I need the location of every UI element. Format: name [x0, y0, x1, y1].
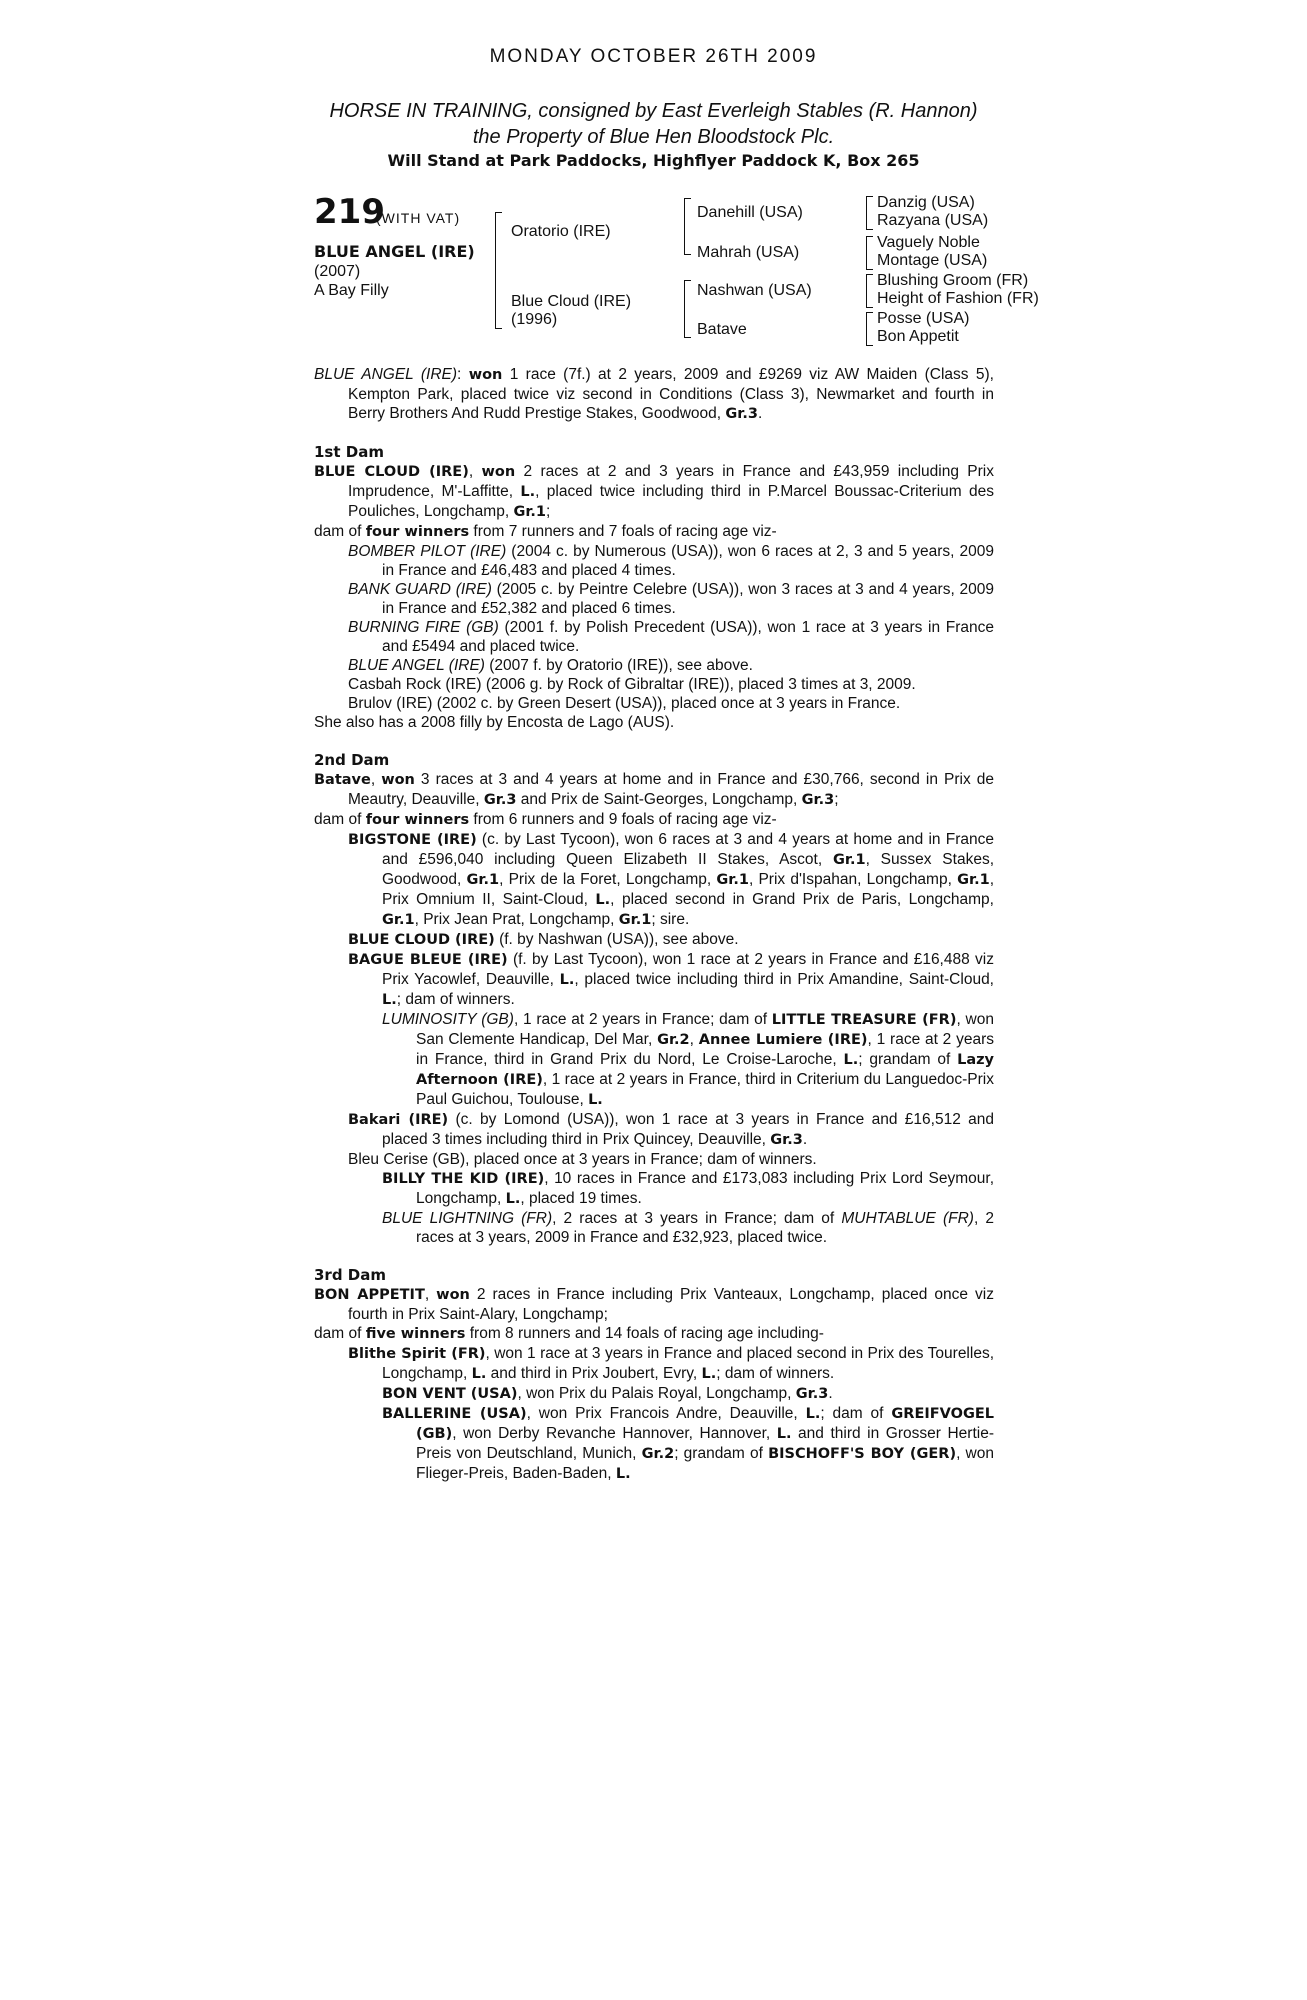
pedigree-bracket-ds	[866, 274, 873, 308]
produce-entry	[314, 618, 994, 656]
text: , won Derby Revanche Hannover, Hannover,	[452, 1425, 777, 1442]
text: (f. by Last Tycoon), won 1 race at 2 years in France and £16,488 viz Prix Yacowlef, Deauville,	[382, 951, 995, 988]
pedigree-dam-dam: Batave	[697, 321, 747, 338]
pedigree-bracket-parents	[495, 212, 502, 329]
produce-entry: Casbah Rock (IRE) (2006 g. by Rock of Gibraltar (IRE)), placed 3 times at 3, 2009.	[348, 676, 916, 693]
winners-count: four winners	[365, 524, 470, 540]
won-label: won	[436, 1287, 470, 1303]
text: , 2 races at 3 years, 2009 in France and £32,923, placed twice.	[416, 1210, 994, 1246]
vat-note: (WITH VAT)	[376, 210, 461, 226]
text: 3 races at 3 and 4 years at home and in France and £30,766, second in Prix de Meautry, Deauville,	[348, 771, 994, 808]
text: dam of	[314, 1325, 366, 1342]
text: , placed 19 times.	[520, 1190, 642, 1207]
text: from 7 runners and 7 foals of racing age viz-	[469, 523, 777, 540]
text: ; grandam of	[858, 1051, 958, 1068]
pedigree-ddd: Bon Appetit	[877, 328, 959, 345]
text: 2 races in France including Prix Vanteaux, Longchamp, placed once viz fourth in Prix Saint-Alary, Longchamp;	[348, 1286, 994, 1323]
grade-label: Gr.1	[957, 872, 990, 888]
produce-name: BOMBER PILOT (IRE)	[348, 543, 507, 560]
text: ; sire.	[651, 911, 690, 928]
pedigree-bracket-sire	[684, 198, 691, 255]
produce-name: Lazy Afternoon (IRE)	[416, 1052, 994, 1088]
listed-label: L.	[805, 1406, 821, 1422]
text: , won Prix Francois Andre, Deauville,	[526, 1405, 806, 1422]
intro-paragraph: BLUE ANGEL (IRE): won 1 race (7f.) at 2 years, 2009 and £9269 viz AW Maiden (Class 5), Kempton Park, placed twice viz second in Conditions (Class 3), Newmarket and fourth in Berry Brothers And Rudd Prestige Stakes, Goodwood, Gr.3.	[314, 366, 994, 422]
text: and Prix de Saint-Georges, Longchamp,	[516, 791, 802, 808]
first-dam-heading: 1st Dam	[314, 443, 384, 461]
text: , Prix Jean Prat, Longchamp,	[414, 911, 619, 928]
produce-name: BIGSTONE (IRE)	[348, 832, 477, 848]
third-dam-record: BON APPETIT, won 2 races in France including Prix Vanteaux, Longchamp, placed once viz fourth in Prix Saint-Alary, Longchamp;	[314, 1286, 994, 1323]
produce-name: BALLERINE (USA)	[382, 1406, 527, 1422]
text: ; dam of	[820, 1405, 892, 1422]
horse-description: A Bay Filly	[314, 282, 389, 299]
text: (2005 c. by Peintre Celebre (USA)), won 3 races at 3 and 4 years, 2009 in France and £52,382 and placed 6 times.	[382, 581, 994, 617]
grade-label: Gr.3	[801, 792, 835, 808]
pedigree-bracket-sd	[866, 236, 873, 270]
produce-entry	[314, 1384, 994, 1404]
dam-name: BON APPETIT	[314, 1287, 425, 1303]
pedigree-sire: Oratorio (IRE)	[511, 223, 611, 240]
text: , won 1 race at 3 years in France and placed second in Prix des Tourelles, Longchamp,	[382, 1345, 994, 1382]
text: , Prix de la Foret, Longchamp,	[499, 871, 717, 888]
text: , Prix d'Ispahan, Longchamp,	[748, 871, 958, 888]
text: dam of	[314, 523, 366, 540]
produce-name: BAGUE BLEUE (IRE)	[348, 952, 508, 968]
second-dam-heading: 2nd Dam	[314, 751, 390, 769]
pedigree-ssd: Razyana (USA)	[877, 212, 989, 229]
text: , placed second in Grand Prix de Paris, Longchamp,	[610, 891, 994, 908]
listed-label: L.	[588, 1092, 603, 1108]
produce-name: LUMINOSITY (GB)	[382, 1011, 514, 1028]
grade-label: Gr.1	[382, 912, 415, 928]
produce-name: Bakari (IRE)	[348, 1112, 449, 1128]
stabling-line: Will Stand at Park Paddocks, Highflyer Paddock K, Box 265	[387, 151, 920, 170]
produce-name: BLUE ANGEL (IRE)	[348, 657, 485, 674]
first-dam-record: BLUE CLOUD (IRE), won 2 races at 2 and 3 years in France and £43,959 including Prix Imprudence, M'-Laffitte, L., placed twice including third in P.Marcel Boussac-Criterium des Pouliches, Longchamp, Gr.1;	[314, 463, 994, 520]
produce-name: Blithe Spirit (FR)	[348, 1346, 486, 1362]
grade-label: Gr.1	[618, 912, 652, 928]
text: (f. by Nashwan (USA)), see above.	[494, 931, 739, 948]
punct: .	[757, 405, 763, 422]
text: 2 races at 2 and 3 years in France and £43,959 including Prix Imprudence, M'-Laffitte,	[348, 463, 994, 500]
text: (c. by Lomond (USA)), won 1 race at 3 years in France and £16,512 and placed 3 times including third in Prix Quincey, Deauville,	[382, 1111, 994, 1148]
produce-entry: Brulov (IRE) (2002 c. by Green Desert (USA)), placed once at 3 years in France.	[348, 695, 901, 712]
pedigree-sds: Vaguely Noble	[877, 234, 980, 251]
listed-label: L.	[843, 1052, 859, 1068]
pedigree-dam-sire: Nashwan (USA)	[697, 282, 812, 299]
grade-label: Gr.2	[641, 1446, 675, 1462]
punct: ;	[834, 791, 839, 808]
produce-name: LITTLE TREASURE (FR)	[771, 1012, 957, 1028]
produce-name: BLUE CLOUD (IRE)	[348, 932, 495, 948]
listed-label: L.	[595, 892, 611, 908]
listed-label: L.	[615, 1466, 631, 1482]
text: and third in Prix Joubert, Evry,	[486, 1365, 702, 1382]
text: ; dam of winners.	[716, 1365, 835, 1382]
produce-entry	[314, 1169, 994, 1209]
won-label: won	[381, 772, 415, 788]
pedigree-sire-dam: Mahrah (USA)	[697, 244, 800, 261]
grade-label: Gr.3	[770, 1132, 803, 1148]
text: , 1 race at 2 years in France, third in Grand Prix du Nord, Le Croise-Laroche,	[416, 1031, 994, 1068]
produce-entry	[314, 950, 994, 1010]
text: , Prix Omnium II, Saint-Cloud,	[382, 871, 994, 908]
produce-name: GREIFVOGEL (GB)	[416, 1406, 994, 1442]
produce-entry: Bleu Cerise (GB), placed once at 3 years in France; dam of winners.	[348, 1151, 817, 1168]
produce-entry	[314, 1404, 994, 1484]
grade-label: Gr.3	[725, 406, 758, 422]
punct: .	[828, 1385, 833, 1402]
produce-name: BANK GUARD (IRE)	[348, 581, 492, 598]
text: , 10 races in France and £173,083 including Prix Lord Seymour, Longchamp,	[416, 1170, 994, 1207]
produce-name: Annee Lumiere (IRE)	[698, 1032, 868, 1048]
pedigree-bracket-dd	[866, 312, 873, 346]
listed-label: L.	[382, 992, 397, 1008]
listed-label: L.	[559, 972, 575, 988]
punct: .	[802, 1131, 808, 1148]
produce-entry	[314, 656, 994, 675]
grade-label: Gr.1	[832, 852, 866, 868]
produce-entry	[314, 1344, 994, 1384]
text: (2007 f. by Oratorio (IRE)), see above.	[484, 657, 753, 674]
text: , won Flieger-Preis, Baden-Baden,	[416, 1445, 994, 1482]
pedigree-dds: Posse (USA)	[877, 310, 970, 327]
text: ,	[689, 1031, 699, 1048]
horse-year: (2007)	[314, 263, 361, 280]
produce-entry	[314, 1209, 994, 1247]
second-dam-produce-summary	[314, 810, 994, 830]
text: , 2 races at 3 years in France; dam of	[552, 1210, 842, 1227]
text: , won Prix du Palais Royal, Longchamp,	[517, 1385, 796, 1402]
text: ; grandam of	[674, 1445, 769, 1462]
listed-label: L.	[701, 1366, 717, 1382]
listed-label: L.	[471, 1366, 487, 1382]
produce-entry	[314, 1010, 994, 1110]
pedigree-bracket-ss	[866, 196, 873, 230]
text: , won San Clemente Handicap, Del Mar,	[416, 1011, 994, 1048]
pedigree-dam-year: (1996)	[511, 311, 558, 328]
produce-name: BON VENT (USA)	[382, 1386, 518, 1402]
text: from 6 runners and 9 foals of racing age viz-	[469, 811, 777, 828]
produce-entry	[314, 1110, 994, 1150]
listed-label: L.	[520, 484, 536, 500]
text: ; dam of winners.	[396, 991, 515, 1008]
grade-label: Gr.1	[466, 872, 500, 888]
produce-note: She also has a 2008 filly by Encosta de Lago (AUS).	[314, 714, 675, 731]
grade-label: Gr.1	[716, 872, 749, 888]
produce-entry	[314, 930, 994, 950]
pedigree-bracket-dam	[684, 280, 691, 338]
third-dam-heading: 3rd Dam	[314, 1266, 386, 1284]
grade-label: Gr.1	[513, 504, 547, 520]
produce-name: MUHTABLUE (FR)	[841, 1210, 974, 1227]
punct: ;	[546, 503, 551, 520]
dam-name: Batave	[314, 772, 371, 788]
produce-entry	[314, 580, 994, 618]
text: (c. by Last Tycoon), won 6 races at 3 and 4 years at home and in France and £596,040 including Queen Elizabeth II Stakes, Ascot,	[382, 831, 994, 868]
produce-name: BURNING FIRE (GB)	[348, 619, 499, 636]
horse-name-italic: BLUE ANGEL (IRE)	[314, 366, 458, 383]
text: , 1 race at 2 years in France, third in Criterium du Languedoc-Prix Paul Guichou, Toulouse,	[416, 1071, 994, 1108]
grade-label: Gr.2	[657, 1032, 690, 1048]
first-dam-produce-summary	[314, 522, 994, 542]
text: , Sussex Stakes, Goodwood,	[382, 851, 994, 888]
produce-entry	[314, 830, 994, 930]
property-line: the Property of Blue Hen Bloodstock Plc.	[472, 126, 835, 148]
lot-number: 219	[314, 192, 385, 232]
pedigree-dsd: Height of Fashion (FR)	[877, 290, 1039, 307]
grade-label: Gr.3	[795, 1386, 829, 1402]
pedigree-sire-sire: Danehill (USA)	[697, 204, 803, 221]
produce-name: BLUE LIGHTNING (FR)	[382, 1210, 553, 1227]
second-dam-record: Batave, won 3 races at 3 and 4 years at home and in France and £30,766, second in Prix de Meautry, Deauville, Gr.3 and Prix de Saint-Georges, Longchamp, Gr.3;	[314, 771, 994, 808]
horse-name: BLUE ANGEL (IRE)	[314, 242, 475, 261]
listed-label: L.	[776, 1426, 792, 1442]
text: dam of	[314, 811, 366, 828]
sale-date: MONDAY OCTOBER 26TH 2009	[489, 46, 818, 67]
pedigree-dss: Blushing Groom (FR)	[877, 272, 1029, 289]
won-label: won	[481, 464, 516, 480]
intro-text: 1 race (7f.) at 2 years, 2009 and £9269 viz AW Maiden (Class 5), Kempton Park, placed twice viz second in Conditions (Class 3), Newmarket and fourth in Berry Brothers And Rudd Prestige Stakes, Goodwood,	[348, 366, 994, 422]
listed-label: L.	[505, 1191, 521, 1207]
produce-entry	[314, 542, 994, 580]
winners-count: five winners	[365, 1326, 466, 1342]
text: , 1 race at 2 years in France; dam of	[513, 1011, 772, 1028]
text: , placed twice including third in Prix Amandine, Saint-Cloud,	[574, 971, 994, 988]
consignor-line: HORSE IN TRAINING, consigned by East Everleigh Stables (R. Hannon)	[329, 100, 978, 122]
dam-name: BLUE CLOUD (IRE)	[314, 464, 469, 480]
produce-name: BILLY THE KID (IRE)	[382, 1171, 545, 1187]
third-dam-produce-summary	[314, 1324, 994, 1344]
won-label: won	[468, 367, 503, 383]
pedigree-sdd: Montage (USA)	[877, 252, 988, 269]
text: , placed twice including third in P.Marcel Boussac-Criterium des Pouliches, Longchamp,	[348, 483, 994, 520]
pedigree-sss: Danzig (USA)	[877, 194, 975, 211]
produce-name: BISCHOFF'S BOY (GER)	[768, 1446, 957, 1462]
text: (2004 c. by Numerous (USA)), won 6 races at 2, 3 and 5 years, 2009 in France and £46,483 and placed 4 times.	[382, 543, 994, 579]
text: (2001 f. by Polish Precedent (USA)), won 1 race at 3 years in France and £5494 and placed twice.	[382, 619, 994, 655]
race-record	[314, 365, 994, 1484]
winners-count: four winners	[365, 812, 470, 828]
text: and third in Grosser Hertie-Preis von Deutschland, Munich,	[416, 1425, 994, 1462]
grade-label: Gr.3	[483, 792, 517, 808]
text: from 8 runners and 14 foals of racing age including-	[465, 1325, 824, 1342]
pedigree-dam: Blue Cloud (IRE)	[511, 293, 632, 310]
